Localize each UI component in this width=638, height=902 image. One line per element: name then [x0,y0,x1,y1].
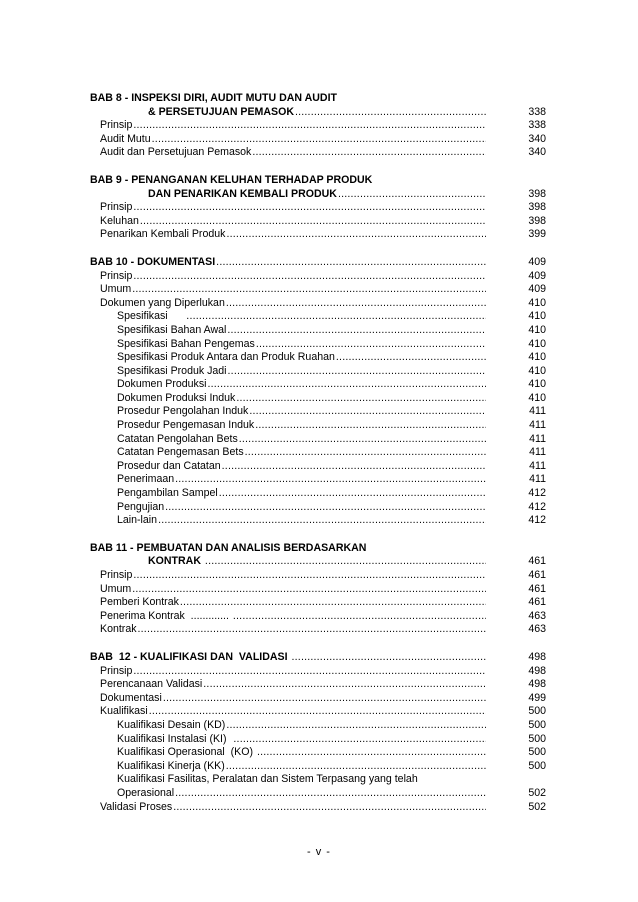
page-number: 500 [528,732,546,745]
page-number: 410 [528,323,546,336]
toc-entry: Kualifikasi ..... 500 [90,705,546,719]
toc-sub-entry: Prosedur dan Catatan ..... 411 [90,460,546,474]
page-number: 500 [528,746,546,759]
page-number: 411 [529,459,546,472]
page-number: 411 [529,432,546,445]
page-number: 399 [528,228,546,241]
page-number: 409 [528,269,546,282]
page-number: 410 [528,378,546,391]
page-number: 463 [528,609,546,622]
page-number: 409 [528,283,546,296]
page-number: 500 [528,705,546,718]
chapter-title: BAB 8 - INSPEKSI DIRI, AUDIT MUTU DAN AUDIT [90,92,337,104]
page-number: 409 [528,255,546,268]
toc-entry: Prinsip ..... 398 [90,201,546,215]
page-number: 338 [528,119,546,132]
chapter-11 [90,542,546,637]
page-number: 498 [528,678,546,691]
chapter-title: BAB 10 - DOKUMENTASI ..... 409 [90,256,546,270]
toc-entry: Dokumen yang Diperlukan ..... 410 [90,297,546,311]
page-number: 411 [529,446,546,459]
toc-sub-entry: Catatan Pengolahan Bets ..... 411 [90,433,546,447]
page-number: 410 [528,337,546,350]
chapter-9 [90,174,546,242]
page-number: 412 [528,500,546,513]
page-number: 398 [528,201,546,214]
page-number: 502 [528,786,546,799]
toc-entry: Perencanaan Validasi ..... 498 [90,678,546,692]
chapter-title: BAB 11 - PEMBUATAN DAN ANALISIS BERDASARKAN [90,541,367,554]
chapter-12 [90,651,546,814]
toc-sub-entry: Spesifikasi Produk Antara dan Produk Ruahan ..... 410 [90,351,546,365]
toc-sub-entry-wrapped: Kualifikasi Fasilitas, Peralatan dan Sistem Terpasang yang telah [117,773,418,786]
chapter-title-cont: & PERSETUJUAN PEMASOK ..... 338 [90,106,546,120]
page-number: 463 [528,623,546,636]
toc-entry: Umum ..... 461 [90,583,546,597]
toc-sub-entry: Kualifikasi Kinerja (KK) ..... 500 [90,760,546,774]
page-number: 461 [528,582,546,595]
page-number: 398 [528,214,546,227]
chapter-10 [90,256,546,528]
toc-entry: Pemberi Kontrak ..... 461 [90,596,546,610]
page-number: 340 [528,146,546,159]
toc-entry: Umum ..... 409 [90,283,546,297]
toc-sub-entry: Prosedur Pengolahan Induk ..... 411 [90,405,546,419]
toc-sub-entry: Penerimaan ..... 411 [90,473,546,487]
toc-sub-entry: Dokumen Produksi ..... 410 [90,378,546,392]
chapter-title: BAB 9 - PENANGANAN KELUHAN TERHADAP PRODUK [90,173,373,186]
toc-entry: Audit dan Persetujuan Pemasok ..... 340 [90,146,546,160]
footer-page-number: - v - [307,846,331,858]
toc-entry: Penerima Kontrak ............. ..... 463 [90,610,546,624]
page-number: 410 [528,364,546,377]
toc-entry: Audit Mutu ..... 340 [90,133,546,147]
toc-sub-entry: Kualifikasi Instalasi (KI) ..... 500 [90,733,546,747]
page-number: 411 [529,405,546,418]
toc-entry: Prinsip ..... 409 [90,270,546,284]
toc-sub-entry: Spesifikasi Bahan Awal ..... 410 [90,324,546,338]
page-number: 500 [528,759,546,772]
toc-entry: Prinsip ..... 461 [90,569,546,583]
toc-sub-entry: Catatan Pengemasan Bets ..... 411 [90,446,546,460]
page-number: 411 [529,419,546,432]
toc-sub-entry: Pengambilan Sampel ..... 412 [90,487,546,501]
toc-entry: Prinsip ..... 338 [90,119,546,133]
toc-sub-entry: Pengujian ..... 412 [90,501,546,515]
toc-sub-entry: Spesifikasi Bahan Pengemas ..... 410 [90,338,546,352]
page-number: 410 [528,310,546,323]
page-number: 410 [528,351,546,364]
toc-entry: Dokumentasi ..... 499 [90,692,546,706]
toc-entry: Keluhan ..... 398 [90,215,546,229]
toc-sub-entry: Dokumen Produksi Induk ..... 410 [90,392,546,406]
page-number: 498 [528,650,546,663]
page-number: 461 [528,555,546,568]
toc-entry: Kontrak ..... 463 [90,623,546,637]
page-number: 398 [528,187,546,200]
toc-sub-entry: Kualifikasi Operasional (KO) ..... 500 [90,746,546,760]
toc-sub-entry-wrapped-cont: Operasional ..... 502 [90,787,546,801]
table-of-contents [90,92,546,828]
page-number: 410 [528,391,546,404]
page-number: 500 [528,718,546,731]
chapter-title: BAB 12 - KUALIFIKASI DAN VALIDASI ..... 498 [90,651,546,665]
page-number: 338 [528,105,546,118]
chapter-title-cont: KONTRAK ..... 461 [90,555,546,569]
chapter-8 [90,92,546,160]
toc-sub-entry: Prosedur Pengemasan Induk ..... 411 [90,419,546,433]
page-number: 499 [528,691,546,704]
page-number: 498 [528,664,546,677]
page-number: 411 [529,473,546,486]
toc-entry: Validasi Proses ..... 502 [90,801,546,815]
chapter-title-cont: DAN PENARIKAN KEMBALI PRODUK ..... 398 [90,188,546,202]
page-number: 461 [528,569,546,581]
toc-entry: Penarikan Kembali Produk ..... 399 [90,228,546,242]
page-number: 340 [528,132,546,145]
toc-sub-entry: Kualifikasi Desain (KD) ..... 500 [90,719,546,733]
toc-sub-entry: Lain-lain ..... 412 [90,514,546,528]
page-number: 412 [528,487,546,500]
page-number: 461 [528,596,546,609]
toc-sub-entry: Spesifikasi Produk Jadi ..... 410 [90,365,546,379]
toc-sub-entry: Spesifikasi ..... 410 [90,310,546,324]
toc-entry: Prinsip ..... 498 [90,665,546,679]
page-number: 502 [528,800,546,813]
page-number: 412 [528,514,546,527]
page-number: 410 [528,296,546,309]
